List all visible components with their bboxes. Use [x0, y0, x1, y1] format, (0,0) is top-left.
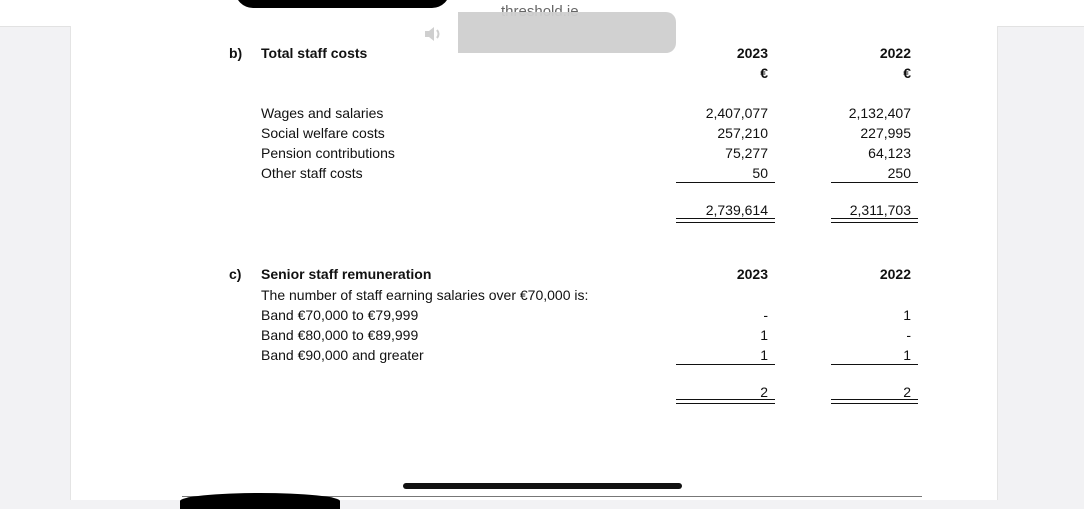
row-label-other-staff: Other staff costs [261, 165, 363, 181]
band-label-80k: Band €80,000 to €89,999 [261, 327, 419, 343]
total-staff-costs-2022: 2,311,703 [849, 202, 911, 218]
section-c-col-2023: 2023 [736, 266, 768, 282]
row-value-pension-2023: 75,277 [725, 145, 768, 161]
total-staff-costs-2023: 2,739,614 [705, 202, 768, 218]
row-value-wages-2023: 2,407,077 [705, 105, 768, 121]
band-value-80k-2023: 1 [760, 327, 768, 343]
section-b-letter: b) [229, 45, 243, 61]
row-label-social-welfare: Social welfare costs [261, 125, 385, 141]
section-c-letter: c) [229, 266, 242, 282]
band-total-double-rule-2023 [676, 399, 775, 404]
band-value-90k-2022: 1 [903, 347, 911, 363]
bottom-black-shape [180, 493, 340, 509]
band-label-90k: Band €90,000 and greater [261, 347, 424, 363]
section-c-subtitle: The number of staff earning salaries over €70,000 is: [261, 287, 589, 303]
row-value-other-staff-2023: 50 [752, 165, 768, 181]
row-value-pension-2022: 64,123 [868, 145, 911, 161]
row-label-pension: Pension contributions [261, 145, 395, 161]
media-overlay-bar[interactable] [458, 12, 676, 53]
band-value-70k-2022: 1 [903, 307, 911, 323]
document-page [70, 26, 998, 500]
row-value-social-welfare-2022: 227,995 [860, 125, 911, 141]
section-c-col-2022: 2022 [879, 266, 911, 282]
section-b-col-2023: 2023 [736, 45, 768, 61]
section-b-currency-2023: € [760, 65, 768, 81]
section-c-title: Senior staff remuneration [261, 266, 432, 282]
band-value-80k-2022: - [906, 327, 911, 343]
row-value-social-welfare-2023: 257,210 [717, 125, 768, 141]
total-double-rule-2023 [676, 218, 775, 223]
subtotal-rule-2022 [831, 182, 918, 183]
home-indicator[interactable] [403, 483, 682, 489]
band-value-90k-2023: 1 [760, 347, 768, 363]
total-double-rule-2022 [831, 218, 918, 223]
band-subtotal-rule-2022 [831, 364, 918, 365]
band-total-double-rule-2022 [831, 399, 918, 404]
section-b-currency-2022: € [903, 65, 911, 81]
band-label-70k: Band €70,000 to €79,999 [261, 307, 419, 323]
band-subtotal-rule-2023 [676, 364, 775, 365]
section-b-title: Total staff costs [261, 45, 368, 61]
band-total-2023: 2 [760, 384, 768, 400]
top-black-shape [235, 0, 450, 8]
row-label-wages: Wages and salaries [261, 105, 384, 121]
subtotal-rule-2023 [676, 182, 775, 183]
row-value-other-staff-2022: 250 [887, 165, 911, 181]
section-b-col-2022: 2022 [879, 45, 911, 61]
row-value-wages-2022: 2,132,407 [848, 105, 911, 121]
speaker-icon[interactable] [423, 24, 445, 44]
band-total-2022: 2 [903, 384, 911, 400]
band-value-70k-2023: - [763, 307, 768, 323]
